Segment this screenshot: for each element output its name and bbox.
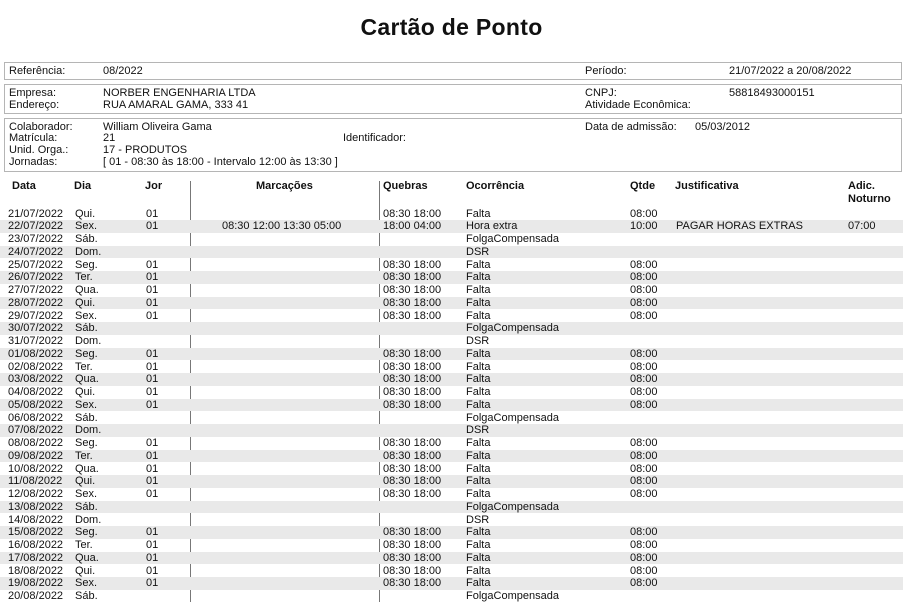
colaborador-value: William Oliveira Gama — [103, 121, 212, 133]
table-cell-ocorrencia: Falta — [466, 309, 491, 322]
table-cell-qtde: 08:00 — [630, 564, 658, 577]
table-cell-data: 19/08/2022 — [8, 577, 64, 590]
unid-orga-value: 17 - PRODUTOS — [103, 144, 188, 156]
table-cell-ocorrencia: FolgaCompensada — [466, 233, 559, 245]
table-cell-dia: Sáb. — [75, 411, 98, 424]
table-row — [0, 297, 903, 310]
table-cell-ocorrencia: Falta — [466, 577, 491, 590]
table-cell-jor: 01 — [146, 207, 159, 220]
table-row — [0, 424, 903, 437]
table-cell-ocorrencia: Falta — [466, 386, 491, 398]
table-cell-ocorrencia: DSR — [466, 424, 490, 437]
table-row — [0, 284, 903, 297]
col-adic-header: Adic. — [848, 180, 875, 192]
table-row — [0, 399, 903, 412]
table-row — [0, 386, 903, 399]
table-cell-jor: 01 — [146, 462, 159, 475]
col-quebras-header: Quebras — [383, 180, 428, 192]
table-cell-jor: 01 — [146, 271, 159, 284]
table-cell-dia: Qua. — [75, 462, 99, 475]
table-row — [0, 450, 903, 463]
table-cell-dia: Sáb. — [75, 322, 98, 335]
table-cell-quebras: 08:30 18:00 — [383, 360, 442, 373]
table-cell-quebras: 08:30 18:00 — [383, 398, 442, 411]
table-cell-ocorrencia: FolgaCompensada — [466, 500, 559, 513]
page-title: Cartão de Ponto — [360, 14, 543, 40]
table-cell-ocorrencia: FolgaCompensada — [466, 322, 559, 335]
table-row — [0, 577, 903, 590]
table-cell-quebras: 08:30 18:00 — [383, 475, 442, 488]
table-cell-qtde: 08:00 — [630, 271, 658, 284]
table-cell-quebras: 08:30 18:00 — [383, 386, 442, 398]
table-cell-jor: 01 — [146, 564, 159, 577]
table-cell-ocorrencia: Falta — [466, 398, 491, 411]
table-cell-jor: 01 — [146, 284, 159, 296]
table-row — [0, 348, 903, 361]
table-cell-ocorrencia: Falta — [466, 551, 491, 564]
matricula-label: Matrícula: — [9, 132, 58, 144]
table-row — [0, 526, 903, 539]
table-cell-ocorrencia: DSR — [466, 335, 490, 347]
table-row — [0, 514, 903, 527]
table-row — [0, 565, 903, 578]
table-cell-quebras: 08:30 18:00 — [383, 577, 442, 590]
table-row — [0, 552, 903, 565]
table-cell-jor: 01 — [146, 539, 159, 551]
table-cell-dia: Sex. — [75, 220, 98, 233]
table-cell-quebras: 08:30 18:00 — [383, 309, 442, 322]
table-cell-data: 13/08/2022 — [8, 500, 64, 513]
table-cell-data: 11/08/2022 — [8, 475, 63, 488]
table-cell-ocorrencia: Falta — [466, 271, 491, 284]
table-cell-qtde: 08:00 — [630, 258, 658, 271]
table-cell-quebras: 08:30 18:00 — [383, 449, 442, 462]
table-cell-dia: Sex. — [75, 398, 98, 411]
atividade-label: Atividade Econômica: — [585, 99, 691, 111]
table-cell-marcacoes: 08:30 12:00 13:30 05:00 — [222, 220, 342, 233]
table-row — [0, 501, 903, 514]
admissao-label: Data de admissão: — [585, 121, 677, 133]
table-cell-ocorrencia: Falta — [466, 488, 491, 500]
table-cell-data: 15/08/2022 — [8, 526, 64, 539]
table-cell-dia: Sáb. — [75, 590, 98, 602]
table-cell-data: 02/08/2022 — [8, 360, 64, 373]
empresa-label: Empresa: — [9, 87, 57, 99]
table-cell-dia: Dom. — [75, 513, 102, 526]
table-cell-qtde: 08:00 — [630, 462, 658, 475]
table-cell-ocorrencia: DSR — [466, 245, 490, 258]
reference-box — [4, 62, 902, 80]
table-cell-qtde: 08:00 — [630, 449, 658, 462]
colaborador-label: Colaborador: — [9, 121, 73, 133]
table-cell-ocorrencia: Falta — [466, 526, 491, 539]
table-cell-data: 14/08/2022 — [8, 513, 64, 526]
table-cell-data: 31/07/2022 — [8, 335, 64, 347]
table-cell-dia: Qua. — [75, 284, 99, 296]
table-cell-data: 10/08/2022 — [8, 462, 64, 475]
table-cell-jor: 01 — [146, 526, 159, 539]
table-cell-ocorrencia: Falta — [466, 539, 491, 551]
table-row — [0, 322, 903, 335]
col-marcacoes-header: Marcações — [256, 180, 313, 192]
table-cell-qtde: 08:00 — [630, 284, 658, 296]
referencia-label: Referência: — [9, 65, 66, 77]
table-cell-quebras: 08:30 18:00 — [383, 258, 442, 271]
col-qtde-header: Qtde — [630, 180, 656, 192]
table-cell-ocorrencia: Falta — [466, 360, 491, 373]
table-cell-qtde: 08:00 — [630, 296, 658, 309]
table-row — [0, 475, 903, 488]
table-cell-data: 17/08/2022 — [8, 551, 64, 564]
table-cell-data: 09/08/2022 — [8, 449, 64, 462]
table-cell-qtde: 08:00 — [630, 526, 658, 539]
table-row — [0, 246, 903, 259]
table-cell-data: 23/07/2022 — [8, 233, 64, 245]
table-cell-qtde: 08:00 — [630, 475, 658, 488]
table-cell-jor: 01 — [146, 360, 159, 373]
table-cell-qtde: 08:00 — [630, 551, 658, 564]
endereco-value: RUA AMARAL GAMA, 333 41 — [103, 99, 249, 111]
table-row — [0, 220, 903, 233]
table-row — [0, 373, 903, 386]
table-cell-dia: Dom. — [75, 424, 102, 437]
col-justificativa-header: Justificativa — [675, 180, 739, 192]
table-row — [0, 335, 903, 348]
table-cell-data: 21/07/2022 — [8, 207, 64, 220]
cnpj-label: CNPJ: — [585, 87, 617, 99]
table-cell-ocorrencia: Falta — [466, 258, 491, 271]
table-cell-ocorrencia: Falta — [466, 373, 491, 386]
table-cell-qtde: 08:00 — [630, 398, 658, 411]
table-cell-ocorrencia: Falta — [466, 296, 491, 309]
table-cell-ocorrencia: DSR — [466, 513, 490, 526]
table-cell-dia: Sáb. — [75, 500, 98, 513]
table-cell-jor: 01 — [146, 449, 159, 462]
table-cell-quebras: 08:30 18:00 — [383, 526, 442, 539]
table-cell-jor: 01 — [146, 309, 159, 322]
matricula-value: 21 — [103, 132, 116, 144]
table-cell-quebras: 08:30 18:00 — [383, 296, 442, 309]
table-cell-ocorrencia: FolgaCompensada — [466, 411, 559, 424]
table-cell-ocorrencia: FolgaCompensada — [466, 590, 559, 602]
table-cell-data: 24/07/2022 — [8, 245, 64, 258]
table-cell-dia: Ter. — [75, 271, 93, 284]
table-cell-qtde: 08:00 — [630, 360, 658, 373]
table-cell-jor: 01 — [146, 386, 159, 398]
table-cell-data: 22/07/2022 — [8, 220, 64, 233]
table-cell-dia: Ter. — [75, 539, 93, 551]
table-cell-jor: 01 — [146, 258, 159, 271]
table-cell-ocorrencia: Falta — [466, 475, 491, 488]
table-cell-ocorrencia: Falta — [466, 347, 491, 360]
table-cell-data: 26/07/2022 — [8, 271, 64, 284]
table-cell-data: 08/08/2022 — [8, 437, 64, 449]
empresa-value: NORBER ENGENHARIA LTDA — [103, 87, 256, 99]
periodo-value: 21/07/2022 a 20/08/2022 — [729, 65, 852, 77]
company-box — [4, 84, 902, 114]
table-cell-data: 04/08/2022 — [8, 386, 64, 398]
table-cell-ocorrencia: Falta — [466, 462, 491, 475]
table-cell-dia: Sex. — [75, 309, 98, 322]
col-ocorrencia-header: Ocorrência — [466, 180, 525, 192]
table-cell-data: 03/08/2022 — [8, 373, 64, 386]
table-cell-quebras: 18:00 04:00 — [383, 220, 442, 233]
table-cell-quebras: 08:30 18:00 — [383, 437, 442, 449]
table-cell-quebras: 08:30 18:00 — [383, 284, 442, 296]
table-cell-jor: 01 — [146, 577, 159, 590]
col-data-header: Data — [12, 180, 36, 192]
table-row — [0, 233, 903, 246]
table-cell-dia: Qua. — [75, 551, 99, 564]
table-cell-data: 29/07/2022 — [8, 309, 64, 322]
table-cell-quebras: 08:30 18:00 — [383, 564, 442, 577]
table-row — [0, 310, 903, 323]
endereco-label: Endereço: — [9, 99, 60, 111]
table-cell-dia: Sex. — [75, 488, 98, 500]
table-cell-quebras: 08:30 18:00 — [383, 373, 442, 386]
table-cell-dia: Sex. — [75, 577, 98, 590]
table-cell-ocorrencia: Falta — [466, 207, 491, 220]
col-jor-header: Jor — [145, 180, 163, 192]
table-cell-dia: Ter. — [75, 449, 93, 462]
table-cell-data: 12/08/2022 — [8, 488, 64, 500]
table-cell-jor: 01 — [146, 551, 159, 564]
table-cell-dia: Dom. — [75, 245, 102, 258]
table-cell-dia: Seg. — [75, 258, 98, 271]
table-cell-dia: Seg. — [75, 347, 98, 360]
table-cell-data: 16/08/2022 — [8, 539, 64, 551]
table-row — [0, 259, 903, 272]
table-row — [0, 412, 903, 425]
table-cell-qtde: 08:00 — [630, 207, 658, 220]
table-cell-data: 18/08/2022 — [8, 564, 64, 577]
table-cell-dia: Qui. — [75, 564, 96, 577]
admissao-value: 05/03/2012 — [695, 121, 751, 133]
table-cell-qtde: 08:00 — [630, 577, 658, 590]
table-cell-ocorrencia: Falta — [466, 564, 491, 577]
table-cell-data: 27/07/2022 — [8, 284, 64, 296]
table-cell-data: 07/08/2022 — [8, 424, 64, 437]
table-row — [0, 271, 903, 284]
table-cell-jor: 01 — [146, 437, 159, 449]
table-row — [0, 437, 903, 450]
table-cell-jor: 01 — [146, 475, 159, 488]
table-cell-quebras: 08:30 18:00 — [383, 488, 442, 500]
table-cell-quebras: 08:30 18:00 — [383, 551, 442, 564]
table-cell-quebras: 08:30 18:00 — [383, 347, 442, 360]
table-cell-qtde: 08:00 — [630, 373, 658, 386]
unid-orga-label: Unid. Orga.: — [9, 144, 69, 156]
table-row — [0, 590, 903, 603]
table-cell-data: 06/08/2022 — [8, 411, 64, 424]
table-cell-quebras: 08:30 18:00 — [383, 539, 442, 551]
table-cell-qtde: 08:00 — [630, 347, 658, 360]
table-cell-quebras: 08:30 18:00 — [383, 462, 442, 475]
table-cell-ocorrencia: Falta — [466, 449, 491, 462]
table-cell-dia: Dom. — [75, 335, 102, 347]
table-cell-data: 30/07/2022 — [8, 322, 64, 335]
table-cell-dia: Qui. — [75, 207, 96, 220]
table-cell-adic-noturno: 07:00 — [848, 220, 876, 233]
table-cell-jor: 01 — [146, 347, 159, 360]
referencia-value: 08/2022 — [103, 65, 143, 77]
table-cell-qtde: 08:00 — [630, 386, 658, 398]
table-cell-data: 20/08/2022 — [8, 590, 64, 602]
table-cell-ocorrencia: Falta — [466, 284, 491, 296]
employee-box — [4, 118, 902, 172]
jornadas-label: Jornadas: — [9, 156, 58, 168]
identificador-label: Identificador: — [343, 132, 406, 144]
table-cell-quebras: 08:30 18:00 — [383, 207, 442, 220]
table-row — [0, 463, 903, 476]
table-cell-jor: 01 — [146, 296, 159, 309]
table-cell-data: 01/08/2022 — [8, 347, 64, 360]
table-cell-dia: Seg. — [75, 526, 98, 539]
table-cell-quebras: 08:30 18:00 — [383, 271, 442, 284]
table-cell-dia: Sáb. — [75, 233, 98, 245]
table-row — [0, 361, 903, 374]
table-cell-data: 25/07/2022 — [8, 258, 64, 271]
table-cell-qtde: 08:00 — [630, 437, 658, 449]
periodo-label: Período: — [585, 65, 627, 77]
table-cell-qtde: 08:00 — [630, 309, 658, 322]
table-cell-jor: 01 — [146, 373, 159, 386]
table-cell-dia: Qui. — [75, 296, 96, 309]
table-cell-dia: Qui. — [75, 475, 96, 488]
table-cell-qtde: 08:00 — [630, 488, 658, 500]
table-cell-data: 05/08/2022 — [8, 398, 64, 411]
col-dia-header: Dia — [74, 180, 92, 192]
cnpj-value: 58818493000151 — [729, 87, 815, 99]
jornadas-value: [ 01 - 08:30 às 18:00 - Intervalo 12:00 às 13:30 ] — [103, 156, 338, 168]
table-row — [0, 208, 903, 221]
table-cell-data: 28/07/2022 — [8, 296, 64, 309]
table-cell-qtde: 10:00 — [630, 220, 658, 233]
table-row — [0, 539, 903, 552]
table-cell-dia: Ter. — [75, 360, 93, 373]
table-cell-ocorrencia: Hora extra — [466, 220, 518, 233]
table-cell-jor: 01 — [146, 220, 159, 233]
table-cell-dia: Qui. — [75, 386, 96, 398]
table-cell-jor: 01 — [146, 398, 159, 411]
table-cell-dia: Qua. — [75, 373, 99, 386]
col-noturno-header: Noturno — [848, 193, 891, 205]
table-cell-dia: Seg. — [75, 437, 98, 449]
table-cell-jor: 01 — [146, 488, 159, 500]
table-cell-qtde: 08:00 — [630, 539, 658, 551]
table-row — [0, 488, 903, 501]
table-cell-ocorrencia: Falta — [466, 437, 491, 449]
table-cell-justificativa: PAGAR HORAS EXTRAS — [676, 220, 803, 233]
